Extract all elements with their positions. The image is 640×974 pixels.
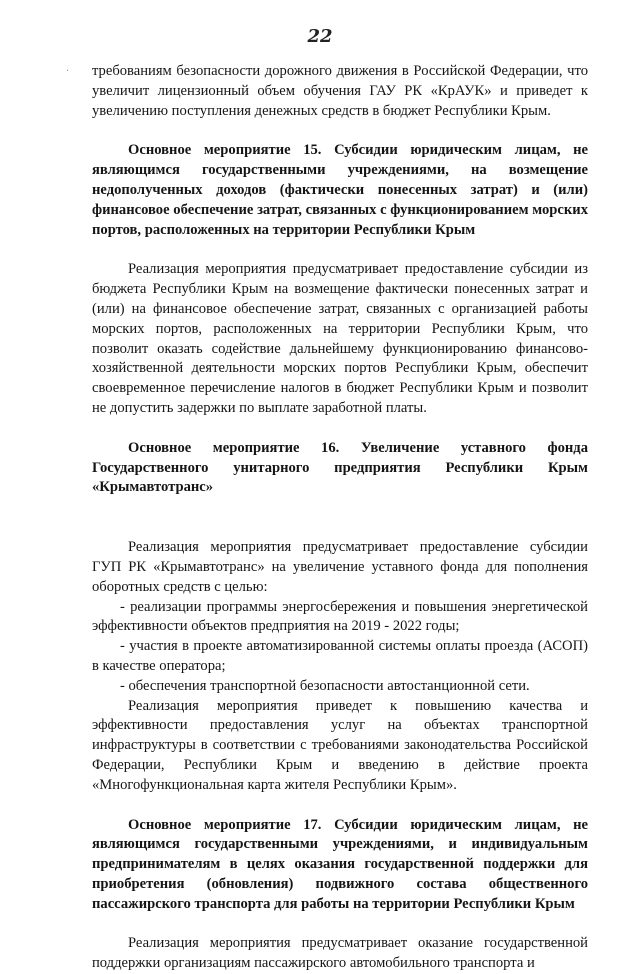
paragraph-measure-16-result: Реализация мероприятия приведет к повышению качества и эффективности предоставления услуг на объектах транспортной инфраструктуры в соответствии с требованиями законодательства Российской Федерации, Республики Крым и введению в действие проекта «Многофункциональная карта жителя Республики Крым». [92,697,588,793]
paragraph-intro: требованиям безопасности дорожного движения в Российской Федерации, что увеличит лицензионный объем обучения ГАУ РК «КрАУК» и приведет к увеличению поступления денежных средств в бюджет Республики Крым. [92,63,588,119]
list-item-energy: - реализации программы энергосбережения и повышения энергетической эффективности объектов предприятия на 2019 - 2022 годы; [92,598,588,635]
list-item-asop: - участия в проекте автоматизированной системы оплаты проезда (АСОП) в качестве оператора; [92,638,588,674]
heading-measure-15: Основное мероприятие 15. Субсидии юридическим лицам, не являющимся государственными учреждениями, на возмещение недополученных доходов (фактически понесенных затрат) и (или) финансовое обеспечение затрат, связанных с функционированием морских портов, расположенных на территории Республики Крым [92,142,588,238]
paragraph-measure-17: Реализация мероприятия предусматривает оказание государственной поддержки организациям пассажирского автомобильного транспорта и [92,935,588,972]
page-number: 22 [307,26,333,47]
document-body [92,62,588,974]
paragraph-measure-15: Реализация мероприятия предусматривает предоставление субсидии из бюджета Республики Крым на возмещение фактически понесенных затрат и (или) на финансовое обеспечение затрат, связанных с организацией работы морских портов, расположенных на территории Республики Крым, что позволит оказать содействие дальнейшему функционированию финансово-хозяйственной деятельности морских портов Республики Крым, обеспечит своевременное перечисление налогов в бюджет Республики Крым и позволит не допустить задержки по выплате заработной платы. [92,261,588,416]
heading-measure-17: Основное мероприятие 17. Субсидии юридическим лицам, не являющимся государственными учреждениями, и индивидуальным предпринимателям в целях оказания государственной поддержки для приобретения (обновления) подвижного состава общественного пассажирского транспорта для работы на территории Республики Крым [92,816,588,912]
scan-speck: · [66,66,70,77]
paragraph-measure-16: Реализация мероприятия предусматривает предоставление субсидии ГУП РК «Крымавтотранс» на увеличение уставного фонда для пополнения оборотных средств с целью: [92,539,588,595]
heading-measure-16: Основное мероприятие 16. Увеличение уставного фонда Государственного унитарного предприятия Республики Крым «Крымавтотранс» [92,439,588,496]
list-item-security: - обеспечения транспортной безопасности автостанционной сети. [120,677,530,694]
